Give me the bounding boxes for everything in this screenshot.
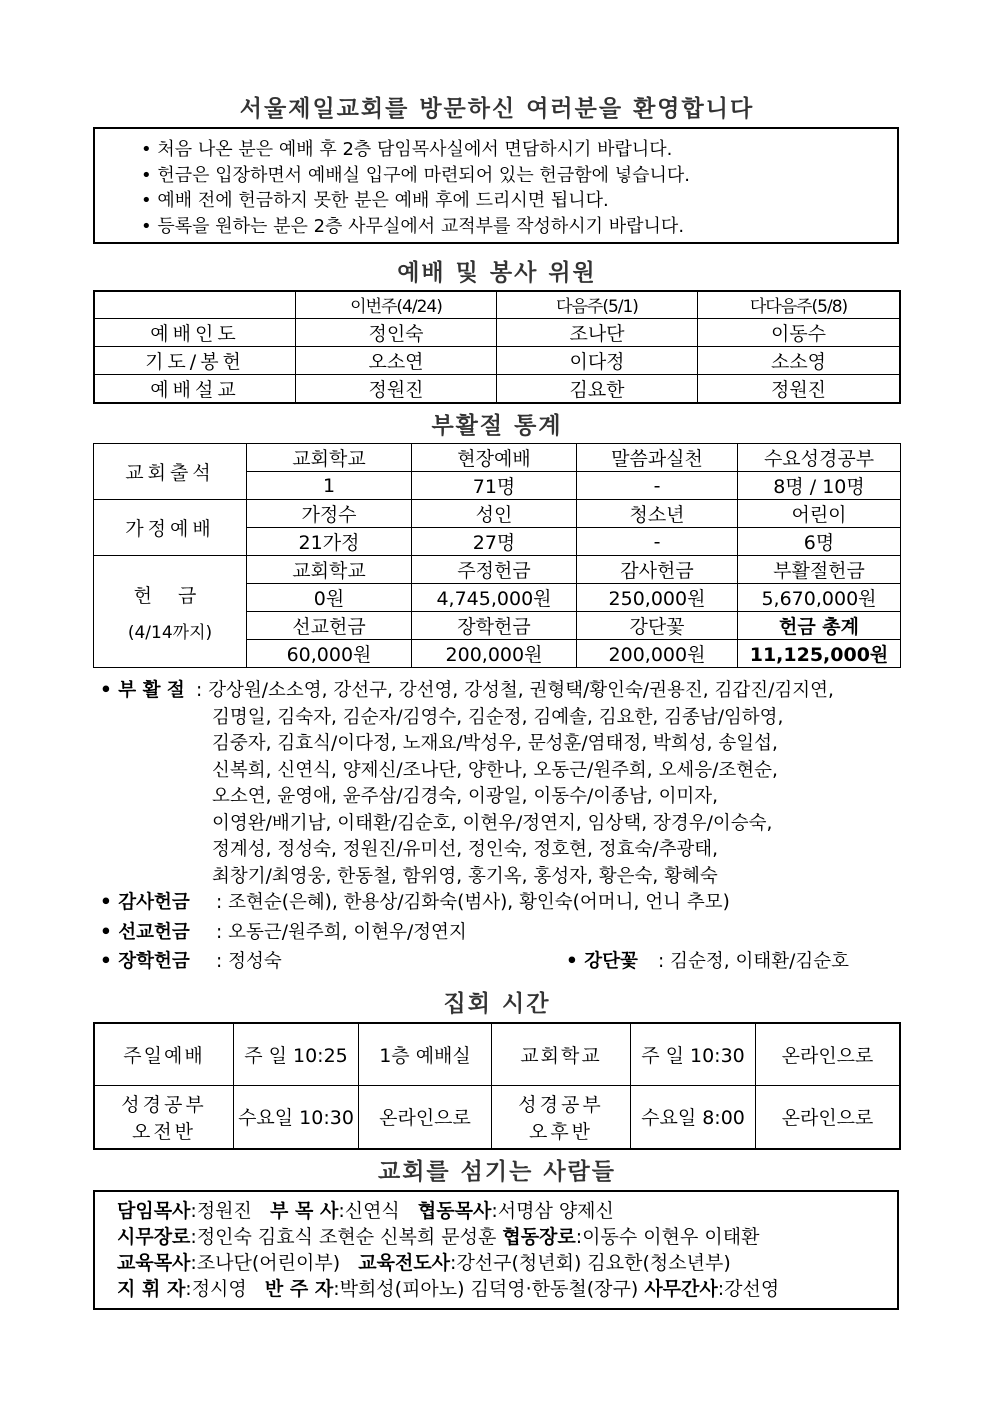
stats-value: 71명: [412, 472, 577, 500]
meeting-cell-line: 오후반: [528, 1120, 594, 1143]
staff-line: [95, 1224, 897, 1250]
stats-header: 교회학교: [247, 556, 412, 584]
stats-value: 21가정: [247, 528, 412, 556]
stats-header: 청소년: [577, 500, 738, 528]
service-cell: 정원진: [296, 374, 497, 403]
edu-evangelist-label: 교육전도사: [358, 1252, 451, 1274]
stats-header: 수요성경공부: [738, 444, 901, 472]
stats-header: 어린이: [738, 500, 901, 528]
stats-table: [93, 443, 901, 668]
meeting-cell: 수요일 8:00: [631, 1085, 756, 1149]
elders: :정인숙 김효식 조현순 신복희 문성훈: [190, 1226, 497, 1248]
meeting-cell: 주 일 10:25: [234, 1023, 359, 1085]
stats-value: 5,670,000원: [738, 584, 901, 612]
stats-value: 60,000원: [247, 640, 412, 668]
meeting-cell: 온라인으로: [359, 1085, 492, 1149]
stats-value: -: [577, 472, 738, 500]
stats-value: 0원: [247, 584, 412, 612]
scholar-text: : 정성숙: [216, 951, 282, 972]
meeting-cell: 교회학교: [492, 1023, 631, 1085]
coop-pastor-label: 협동목사: [417, 1200, 492, 1222]
meetings-table: [93, 1022, 901, 1150]
easter-line: 최창기/최영웅, 한동철, 함위영, 홍기옥, 홍성자, 황은숙, 황혜숙: [212, 865, 718, 887]
edu-pastor-label: 교육목사: [117, 1252, 191, 1274]
meeting-cell: [492, 1085, 631, 1149]
scholar-label: • 장학헌금: [100, 951, 190, 972]
stats-header: 부활절헌금: [738, 556, 901, 584]
conductor-label: 지 휘 자: [117, 1278, 186, 1300]
service-cell: 정인숙: [296, 318, 497, 346]
easter-line: 정계성, 정성숙, 정원진/유미선, 정인숙, 정호현, 정효숙/추광태,: [212, 839, 719, 860]
accompanist-label: 반 주 자: [264, 1278, 334, 1300]
meeting-cell: 온라인으로: [756, 1023, 901, 1085]
elders-label: 시무장로: [117, 1226, 191, 1248]
secretary-label: 사무간사: [644, 1278, 718, 1300]
meeting-cell: 수요일 10:30: [234, 1085, 359, 1149]
accompanist: :박희성(피아노) 김덕영·한동철(장구): [333, 1278, 639, 1300]
service-cell: 조나단: [497, 318, 698, 346]
service-cell: 김요한: [497, 374, 698, 403]
welcome-title: 서울제일교회를 방문하신 여러분을 환영합니다: [239, 96, 755, 122]
meeting-cell-line: 오전반: [131, 1120, 197, 1143]
easter-donors: [100, 678, 920, 890]
thanks-label: • 감사헌금: [100, 892, 190, 913]
associate-pastor: :신연식: [338, 1200, 400, 1222]
service-header: [94, 291, 296, 318]
stats-header: 강단꽃: [577, 612, 738, 640]
service-table: [93, 290, 901, 404]
stats-header: 말씀과실천: [577, 444, 738, 472]
welcome-line: • 처음 나온 분은 예배 후 2층 담임목사실에서 면담하시기 바랍니다.: [141, 139, 673, 160]
staff-line: [95, 1250, 897, 1276]
stats-title: 부활절 통계: [431, 413, 563, 439]
coop-pastor: :서명삼 양제신: [491, 1200, 614, 1222]
service-role: 기도/봉헌: [94, 346, 296, 374]
attendance-label: 교회출석: [94, 444, 247, 500]
mission-donors: [100, 920, 920, 947]
senior-pastor: :정원진: [190, 1200, 252, 1222]
meeting-cell-line: 성경공부: [518, 1093, 604, 1116]
offering-label-text: 헌 금: [133, 584, 207, 607]
flower-text: : 김순정, 이태환/김순호: [658, 951, 849, 972]
stats-value: 250,000원: [577, 584, 738, 612]
meeting-cell: 주일예배: [94, 1023, 234, 1085]
stats-header: 현장예배: [412, 444, 577, 472]
staff-box: [93, 1190, 899, 1310]
stats-value: 4,745,000원: [412, 584, 577, 612]
thanks-donors: [100, 890, 920, 917]
associate-pastor-label: 부 목 사: [270, 1200, 339, 1222]
stats-header: 가정수: [247, 500, 412, 528]
service-role: 예배설교: [94, 374, 296, 403]
welcome-box: [93, 127, 899, 244]
secretary: :강선영: [717, 1278, 780, 1300]
edu-evangelist: :강선구(청년회) 김요한(청소년부): [450, 1252, 731, 1274]
service-cell: 오소연: [296, 346, 497, 374]
welcome-line: • 예배 전에 헌금하지 못한 분은 예배 후에 드리시면 됩니다.: [141, 190, 609, 211]
stats-header: 교회학교: [247, 444, 412, 472]
meeting-cell: [94, 1085, 234, 1149]
service-header: 이번주(4/24): [296, 291, 497, 318]
offering-total-header: 헌금 총계: [738, 612, 901, 640]
easter-line: 오소연, 윤영애, 윤주삼/김경숙, 이광일, 이동수/이종남, 이미자,: [212, 786, 719, 807]
meeting-cell: 주 일 10:30: [631, 1023, 756, 1085]
welcome-line: • 헌금은 입장하면서 예배실 입구에 마련되어 있는 헌금함에 넣습니다.: [141, 164, 690, 186]
stats-header: 선교헌금: [247, 612, 412, 640]
stats-header: 장학헌금: [412, 612, 577, 640]
offering-total: 11,125,000원: [738, 640, 901, 668]
offering-label: [94, 556, 247, 668]
service-header: 다음주(5/1): [497, 291, 698, 318]
stats-header: 감사헌금: [577, 556, 738, 584]
meeting-cell: 온라인으로: [756, 1085, 901, 1149]
easter-line: : 강상원/소소영, 강선구, 강선영, 강성철, 권형택/황인숙/권용진, 김갑진/김지연,: [196, 680, 834, 701]
senior-pastor-label: 담임목사: [117, 1200, 191, 1222]
donor-list: [100, 678, 920, 976]
coop-elders-label: 협동장로: [502, 1226, 576, 1248]
stats-value: 1: [247, 472, 412, 500]
stats-value: 200,000원: [412, 640, 577, 668]
easter-line: 이영완/배기남, 이태환/김순호, 이현우/정연지, 임상택, 장경우/이승숙,: [212, 812, 773, 834]
welcome-line: • 등록을 원하는 분은 2층 사무실에서 교적부를 작성하시기 바랍니다.: [141, 215, 685, 237]
staff-line: [95, 1198, 897, 1224]
service-header: 다다음주(5/8): [698, 291, 901, 318]
service-cell: 소소영: [698, 346, 901, 374]
staff-title: 교회를 섬기는 사람들: [378, 1159, 616, 1185]
service-role: 예배인도: [94, 318, 296, 346]
meetings-title: 집회 시간: [443, 991, 551, 1017]
offering-period: (4/14까지): [127, 622, 213, 643]
scholar-donors: [100, 949, 920, 976]
easter-line: 김중자, 김효식/이다정, 노재요/박성우, 문성훈/염태정, 박희성, 송일섭,: [212, 733, 778, 754]
flower-label: • 강단꽃: [566, 951, 638, 972]
easter-line: 신복희, 신연식, 양제신/조나단, 양한나, 오동근/원주희, 오세응/조현순,: [212, 759, 778, 781]
stats-value: -: [577, 528, 738, 556]
stats-value: 200,000원: [577, 640, 738, 668]
conductor: :정시영: [185, 1278, 247, 1300]
service-cell: 이동수: [698, 318, 901, 346]
edu-pastor: :조나단(어린이부): [190, 1252, 341, 1274]
staff-line: [95, 1276, 897, 1302]
service-cell: 정원진: [698, 374, 901, 403]
service-cell: 이다정: [497, 346, 698, 374]
stats-value: 6명: [738, 528, 901, 556]
stats-header: 성인: [412, 500, 577, 528]
family-label: 가정예배: [94, 500, 247, 556]
thanks-text: : 조현순(은혜), 한용상/김화숙(범사), 황인숙(어머니, 언니 추모): [216, 892, 730, 913]
stats-value: 8명 / 10명: [738, 472, 901, 500]
coop-elders: :이동수 이현우 이태환: [575, 1226, 760, 1248]
easter-label: • 부 활 절: [100, 680, 185, 701]
mission-label: • 선교헌금: [100, 921, 190, 943]
stats-value: 27명: [412, 528, 577, 556]
meeting-cell-line: 성경공부: [121, 1093, 207, 1116]
meeting-cell: 1층 예배실: [359, 1023, 492, 1085]
mission-text: : 오동근/원주희, 이현우/정연지: [216, 921, 467, 943]
easter-line: 김명일, 김숙자, 김순자/김영수, 김순정, 김예솔, 김요한, 김종남/임하영,: [212, 706, 784, 728]
service-title: 예배 및 봉사 위원: [397, 260, 597, 286]
stats-header: 주정헌금: [412, 556, 577, 584]
